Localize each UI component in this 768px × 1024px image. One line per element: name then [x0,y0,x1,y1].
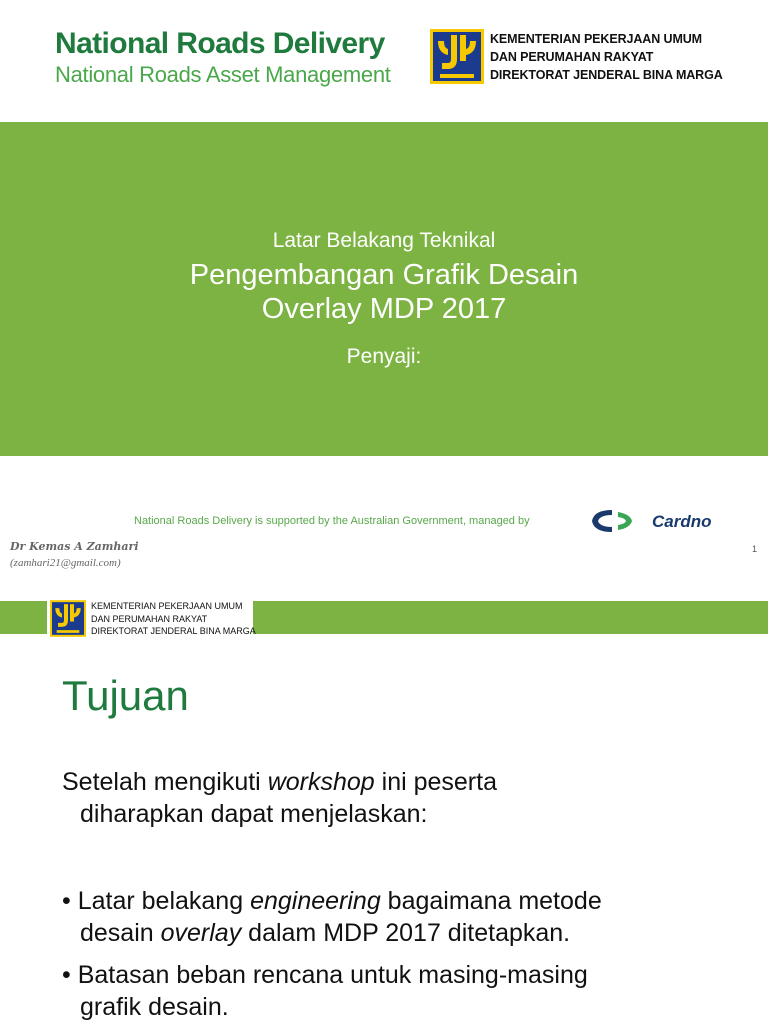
ministry-logo-icon [430,29,484,84]
bullet-line [62,917,752,949]
author-name: Dr Kemas A Zamhari [10,540,139,553]
brand-subtitle: National Roads Asset Management [55,62,391,87]
cardno-logo-icon [588,506,738,536]
ministry-line: KEMENTERIAN PEKERJAAN UMUM [91,601,243,611]
slide-kicker: Latar Belakang Teknikal [272,229,496,252]
page-number: 1 [752,544,758,554]
intro-text: diharapkan dapat menjelaskan: [80,800,428,828]
brand-title: National Roads Delivery [55,27,385,60]
title-block [0,228,768,370]
ministry-name-block [91,600,256,638]
bullet-text: Batasan beban rencana untuk masing-masing [77,961,588,989]
bullet-emphasis: overlay [160,919,242,947]
bullet-item [62,959,752,1023]
author-email: (zamhari21@gmail.com) [10,557,121,569]
cardno-wordmark: Cardno [652,512,712,531]
ministry-name-block [490,30,723,84]
slide-title-line: Pengembangan Grafik Desain [189,259,579,291]
bullet-text: bagaimana metode [380,887,602,915]
ministry-line: DAN PERUMAHAN RAKYAT [490,50,654,64]
ministry-line: KEMENTERIAN PEKERJAAN UMUM [490,32,702,46]
intro-text: ini peserta [374,768,497,796]
slide-title [0,258,768,326]
slide-title-line: Overlay MDP 2017 [261,293,507,325]
intro-text: Setelah mengikuti [62,768,268,796]
presenter-label: Penyaji: [346,345,422,368]
bullet-emphasis: engineering [250,887,381,915]
bullet-text: Latar belakang [77,887,251,915]
slide-heading: Tujuan [62,672,189,719]
bullet-text: grafik desain. [80,993,229,1021]
bullet-item [62,885,752,949]
ministry-line: DAN PERUMAHAN RAKYAT [91,613,208,624]
support-text: National Roads Delivery is supported by the Australian Government, managed by [134,515,530,527]
ministry-logo-icon [50,600,86,637]
bullet-marker: • [62,887,78,915]
bullet-text: dalam MDP 2017 ditetapkan. [241,919,571,947]
intro-paragraph [62,766,742,830]
intro-emphasis: workshop [267,768,375,796]
bullet-marker: • [62,961,78,989]
ministry-line: DIREKTORAT JENDERAL BINA MARGA [490,68,723,82]
bullet-text: desain [80,919,161,947]
ministry-line: DIREKTORAT JENDERAL BINA MARGA [91,626,256,636]
